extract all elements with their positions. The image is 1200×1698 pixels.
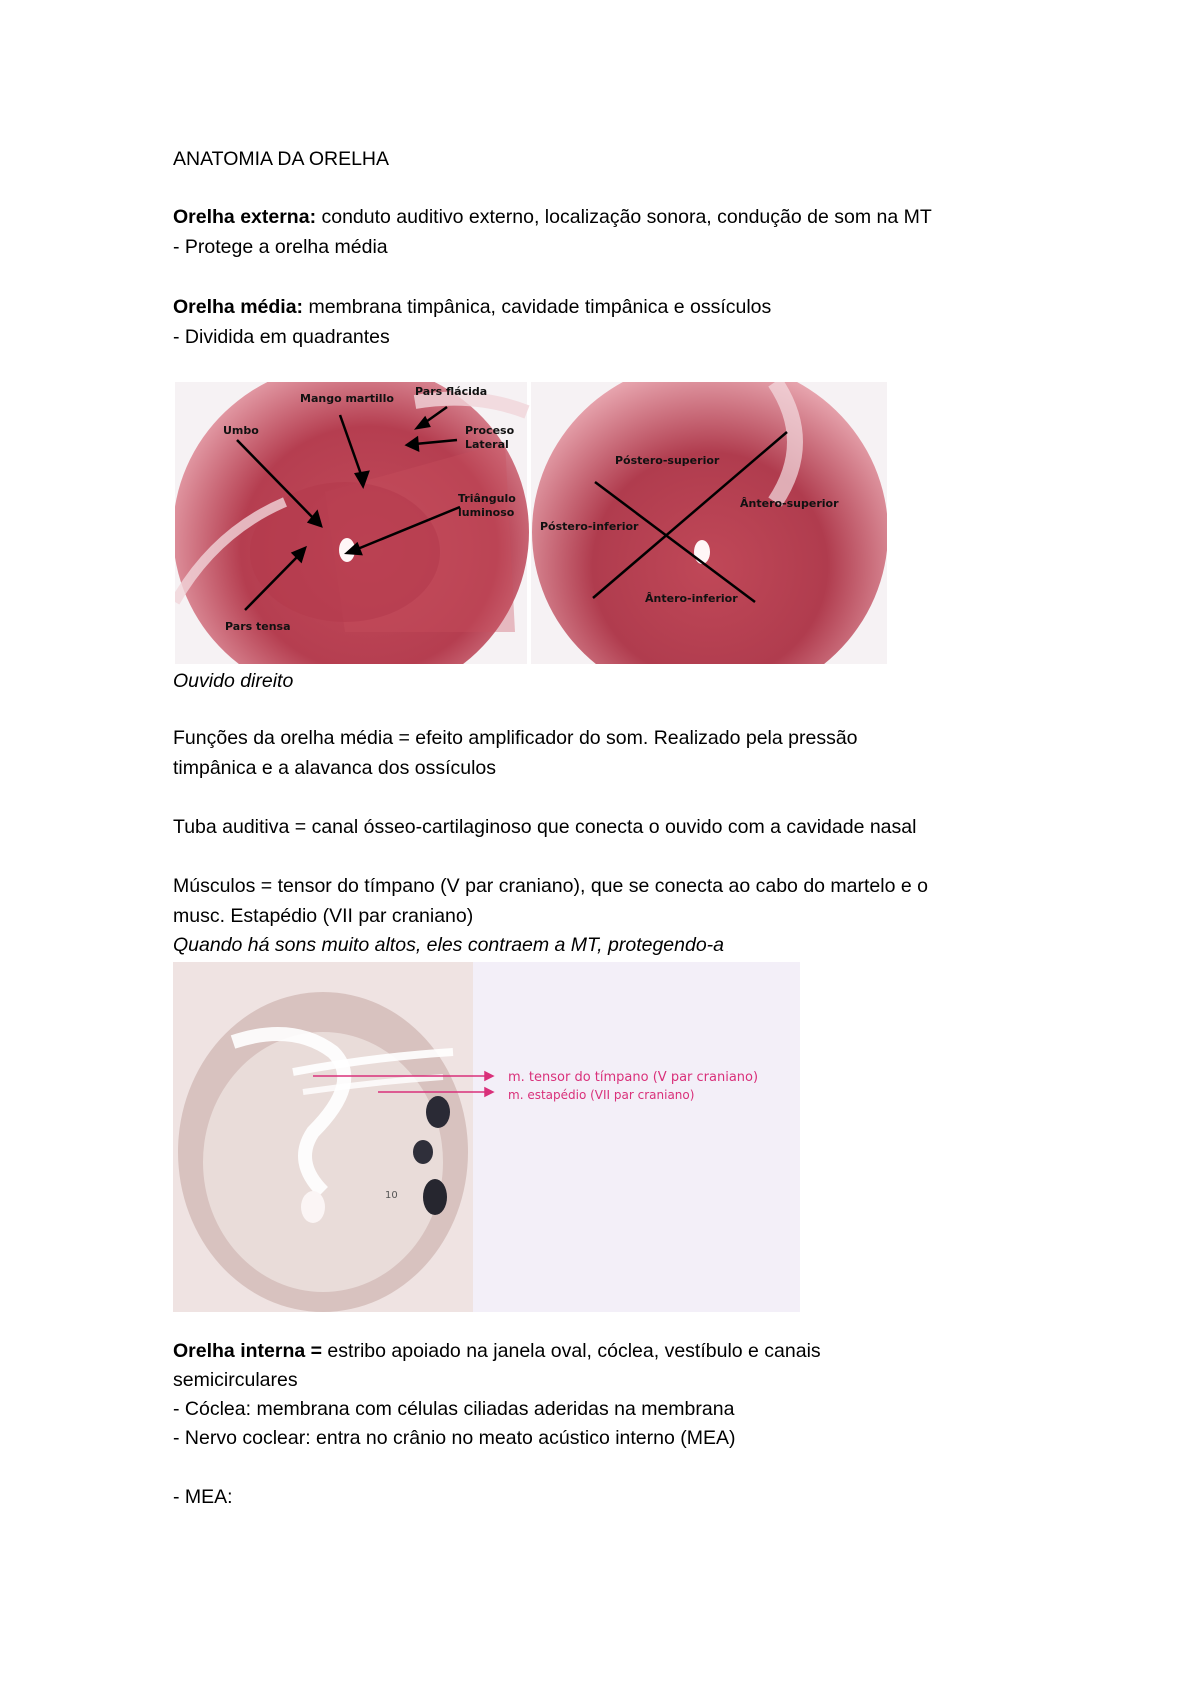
musculos-line2: musc. Estapédio (VII par craniano) bbox=[173, 905, 474, 927]
interna-line2: semicirculares bbox=[173, 1369, 298, 1391]
media-bullet: - Dividida em quadrantes bbox=[173, 326, 390, 348]
label-triangulo: Triângulo bbox=[458, 492, 516, 505]
figure2-number-10: 10 bbox=[385, 1190, 398, 1201]
media-line bbox=[173, 293, 771, 322]
externa-text: conduto auditivo externo, localização sonora, condução de som na MT bbox=[316, 206, 932, 228]
figure1-caption: Ouvido direito bbox=[173, 670, 294, 692]
label-pars-tensa: Pars tensa bbox=[225, 620, 291, 633]
label-pars-flacida: Pars flácida bbox=[415, 385, 488, 398]
label-antero-inferior: Ântero-inferior bbox=[645, 592, 738, 605]
musculos-line1: Músculos = tensor do tímpano (V par craniano), que se conecta ao cabo do martelo e o bbox=[173, 875, 928, 897]
interna-text: estribo apoiado na janela oval, cóclea, vestíbulo e canais bbox=[322, 1340, 821, 1362]
musculos-note: Quando há sons muito altos, eles contraem a MT, protegendo-a bbox=[173, 934, 725, 956]
dark-opening bbox=[426, 1096, 450, 1128]
funcoes-line2: timpânica e a alavanca dos ossículos bbox=[173, 757, 497, 779]
interna-bullet3: - MEA: bbox=[173, 1486, 233, 1508]
label-luminoso: luminoso bbox=[458, 506, 515, 519]
interna-bullet2: - Nervo coclear: entra no crânio no meato acústico interno (MEA) bbox=[173, 1427, 736, 1449]
label-estapedio: m. estapédio (VII par craniano) bbox=[508, 1088, 695, 1102]
externa-line bbox=[173, 203, 932, 232]
label-proceso: Proceso bbox=[465, 424, 515, 437]
page-title: ANATOMIA DA ORELHA bbox=[173, 148, 390, 170]
label-tensor-timpano: m. tensor do tímpano (V par craniano) bbox=[508, 1070, 759, 1085]
interna-line bbox=[173, 1337, 821, 1366]
funcoes-line1: Funções da orelha média = efeito amplificador do som. Realizado pela pressão bbox=[173, 727, 858, 749]
interna-bullet1: - Cóclea: membrana com células ciliadas aderidas na membrana bbox=[173, 1398, 735, 1420]
middle-ear-muscles-figure bbox=[173, 962, 800, 1312]
label-umbo: Umbo bbox=[223, 424, 259, 437]
label-lateral: Lateral bbox=[465, 438, 509, 451]
media-text: membrana timpânica, cavidade timpânica e ossículos bbox=[303, 296, 772, 318]
interna-label: Orelha interna = bbox=[173, 1340, 323, 1362]
externa-bullet: - Protege a orelha média bbox=[173, 236, 388, 258]
tuba-line: Tuba auditiva = canal ósseo-cartilaginoso que conecta o ouvido com a cavidade nasal bbox=[173, 816, 917, 838]
externa-label: Orelha externa: bbox=[173, 206, 317, 228]
tympanic-membrane-figure bbox=[175, 382, 887, 664]
label-postero-superior: Póstero-superior bbox=[615, 454, 720, 467]
label-antero-superior: Ântero-superior bbox=[740, 497, 839, 510]
media-label: Orelha média: bbox=[173, 296, 304, 318]
label-postero-inferior: Póstero-inferior bbox=[540, 520, 639, 533]
label-mango: Mango martillo bbox=[300, 392, 394, 405]
